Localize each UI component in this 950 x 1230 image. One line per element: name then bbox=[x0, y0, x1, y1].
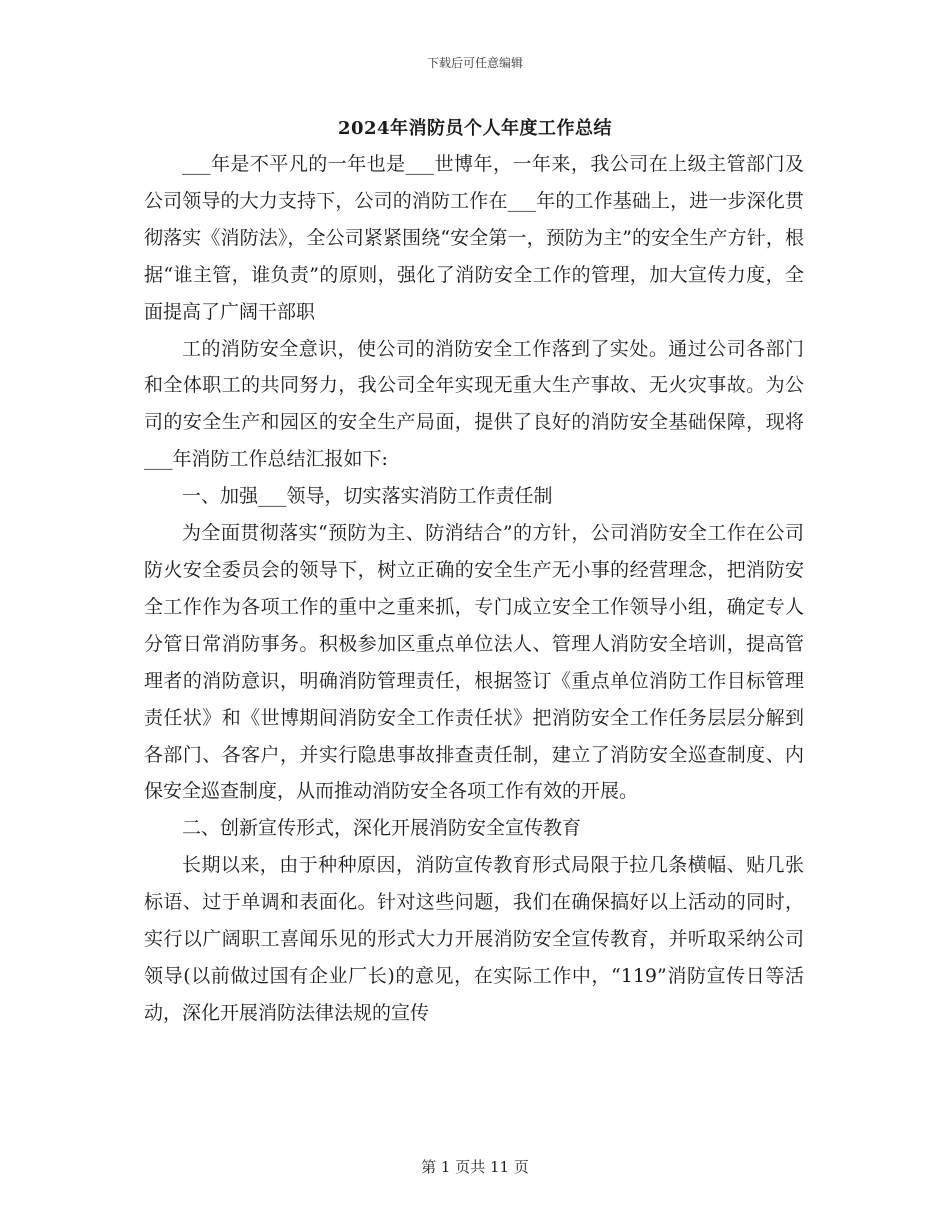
paragraph-summary: 工的消防安全意识，使公司的消防安全工作落到了实处。通过公司各部门和全体职工的共同努力，我公司全年实现无重大生产事故、无火灾事故。为公司的安全生产和园区的安全生产局面，提供了良好的消防安全基础保障，现将___年消防工作总结汇报如下: bbox=[144, 337, 804, 471]
paragraph-section-1: 为全面贯彻落实“预防为主、防消结合”的方针，公司消防安全工作在公司防火安全委员会的领导下，树立正确的安全生产无小事的经营理念，把消防安全工作作为各项工作的重中之重来抓，专门成立安全工作领导小组，确定专人分管日常消防事务。积极参加区重点单位法人、管理人消防安全培训，提高管理者的消防意识，明确消防管理责任，根据签订《重点单位消防工作目标管理责任状》和《世博期间消防安全工作责任状》把消防安全工作任务层层分解到各部门、各客户，并实行隐患事故排查责任制，建立了消防安全巡查制度、内保安全巡查制度，从而推动消防安全各项工作有效的开展。 bbox=[144, 522, 804, 803]
section-heading-1: 一、加强___领导，切实落实消防工作责任制 bbox=[182, 485, 553, 508]
page-header-note: 下载后可任意编辑 bbox=[426, 56, 523, 70]
page-number-footer: 第 1 页共 11 页 bbox=[421, 1158, 529, 1176]
paragraph-intro: ___年是不平凡的一年也是___世博年，一年来，我公司在上级主管部门及公司领导的大力支持下，公司的消防工作在___年的工作基础上，进一步深化贯彻落实《消防法》，全公司紧紧围绕“安全第一，预防为主”的安全生产方针，根据“谁主管，谁负责”的原则，强化了消防安全工作的管理，加大宣传力度，全面提高了广阔干部职 bbox=[144, 153, 804, 323]
document-title: 2024年消防员个人年度工作总结 bbox=[337, 118, 613, 139]
paragraph-section-2: 长期以来，由于种种原因，消防宣传教育形式局限于拉几条横幅、贴几张标语、过于单调和表面化。针对这些问题，我们在确保搞好以上活动的同时，实行以广阔职工喜闻乐见的形式大力开展消防安全宣传教育，并听取采纳公司领导(以前做过国有企业厂长)的意见，在实际工作中，“119”消防宣传日等活动，深化开展消防法律法规的宣传 bbox=[144, 854, 804, 1024]
section-heading-2: 二、创新宣传形式，深化开展消防安全宣传教育 bbox=[182, 817, 582, 840]
document-body bbox=[144, 146, 804, 1032]
